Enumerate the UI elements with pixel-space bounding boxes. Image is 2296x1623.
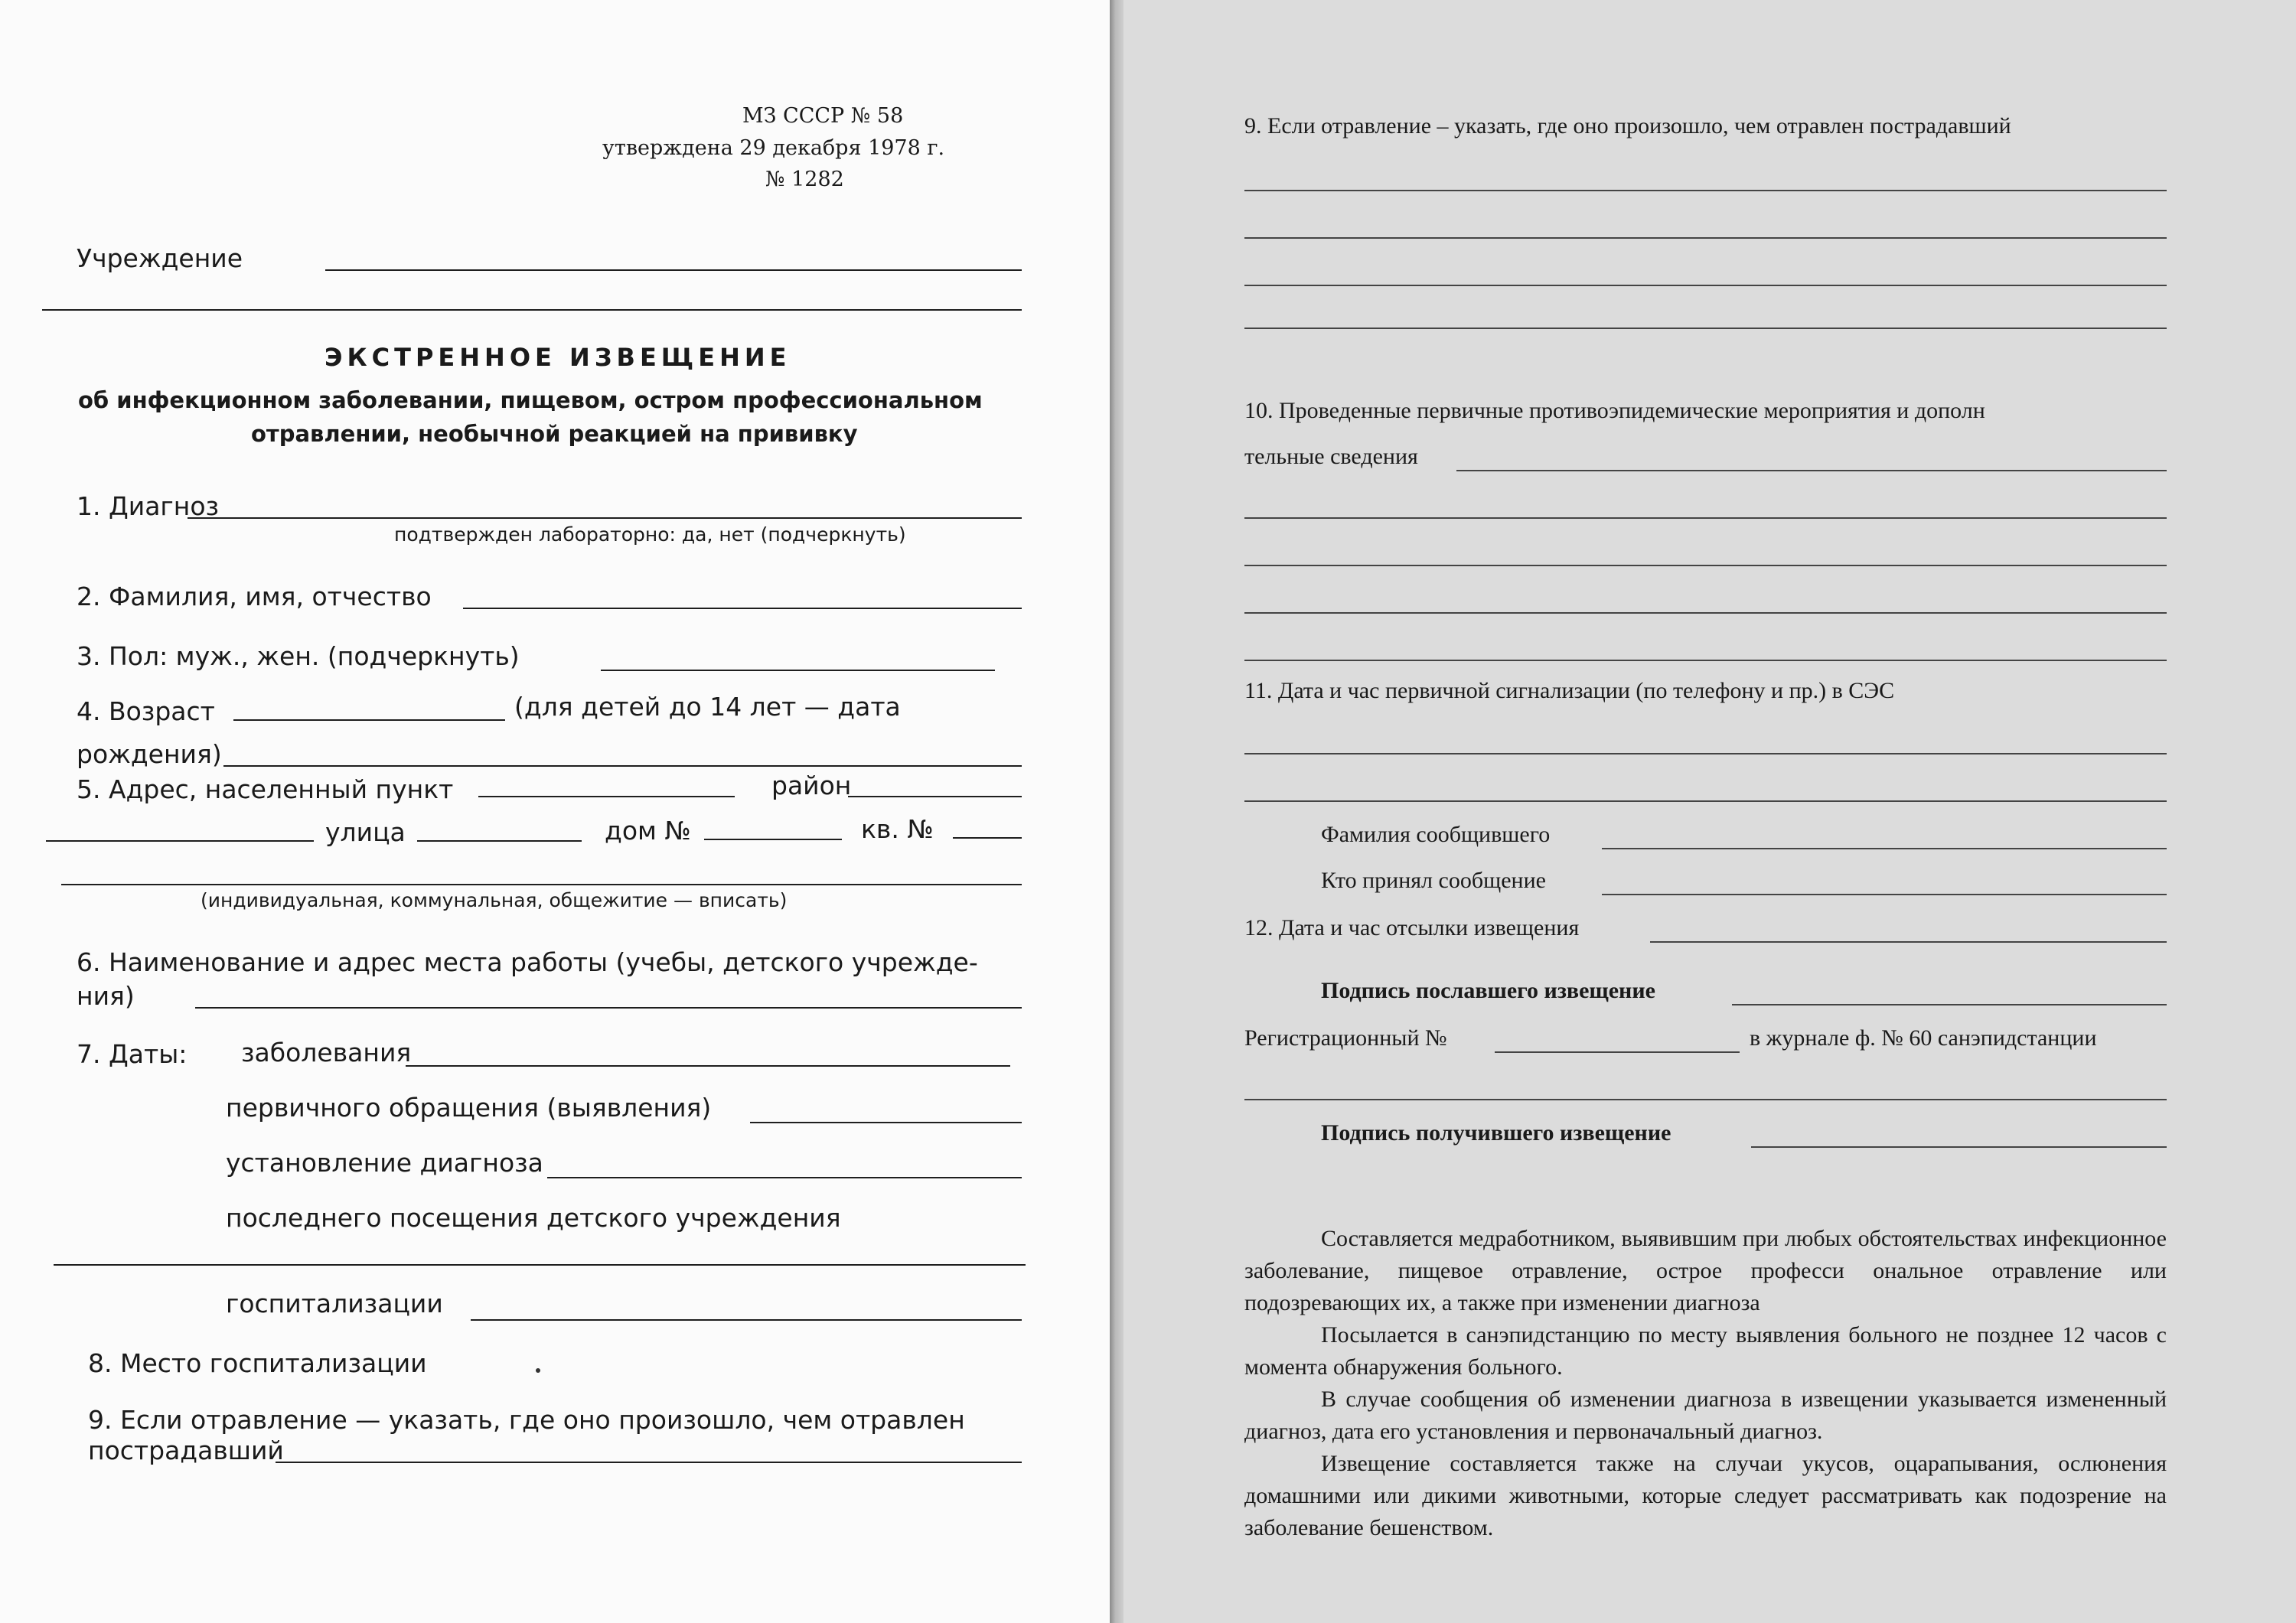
field-workplace-label: 6. Наименование и адрес места работы (учебы, детского учрежде- [77, 947, 978, 977]
field-apartment-line[interactable] [953, 837, 1022, 839]
back-page [1124, 0, 2296, 1623]
signal-date-label: 11. Дата и час первичной сигнализации (по телефону и пр.) в СЭС [1244, 678, 1895, 703]
field-hospitalization-date-label: госпитализации [226, 1289, 443, 1318]
field-first-visit-label: первичного обращения (выявления) [226, 1093, 712, 1123]
field-street-label: улица [325, 817, 406, 847]
right-poisoning-line-4[interactable] [1244, 328, 2167, 329]
field-district-label: район [771, 771, 852, 800]
dispatch-date-line[interactable] [1650, 941, 2167, 943]
sender-signature-line[interactable] [1732, 1004, 2167, 1005]
field-street-line[interactable] [417, 840, 582, 842]
field-house-line[interactable] [704, 839, 842, 840]
page-gutter [1110, 0, 1124, 1623]
right-poisoning-line-2[interactable] [1244, 237, 2167, 239]
field-full-name-line[interactable] [463, 608, 1022, 609]
note-paragraph-2: Посылается в санэпидстанцию по месту выявления больного не позднее 12 часов с момента обнаружения больного. [1244, 1322, 2167, 1380]
field-full-name-label: 2. Фамилия, имя, отчество [77, 582, 432, 611]
field-birthdate-label: рождения) [77, 739, 222, 769]
right-poisoning-line-3[interactable] [1244, 285, 2167, 286]
note-paragraph-3: В случае сообщения об изменении диагноза в извещении указывается измененный диагноз, дата его установления и первоначальный диагноз. [1244, 1387, 2167, 1444]
field-diagnosis-date-label: установление диагноза [226, 1148, 543, 1178]
note-paragraph-4: Извещение составляется также на случаи укусов, оцарапывания, ослюнения домашними или дикими животными, которые следует рассматривать как подозрение на заболевание бешенством. [1244, 1451, 2167, 1540]
housing-type-note: (индивидуальная, коммунальная, общежитие — вписать) [201, 889, 788, 911]
institution-label: Учреждение [77, 243, 243, 273]
field-first-visit-line[interactable] [750, 1122, 1022, 1123]
field-age-line[interactable] [233, 719, 505, 721]
measures-label-cont: тельные сведения [1244, 444, 1418, 469]
field-poisoning-label-cont: пострадавший [88, 1436, 284, 1465]
note-paragraph-1: Составляется медработником, выявившим при любых обстоятельствах инфекционное заболевание, пищевое отравление, острое професси ональное отравление или подозревающих их, а также при изменении диагноза [1244, 1226, 2167, 1315]
field-address-label: 5. Адрес, населенный пункт [77, 774, 454, 804]
signal-date-line-2[interactable] [1244, 800, 2167, 802]
registration-extra-line[interactable] [1244, 1099, 2167, 1100]
field-settlement-line[interactable] [478, 796, 735, 797]
field-illness-date-label: заболевания [241, 1038, 412, 1067]
registration-number-line[interactable] [1495, 1051, 1740, 1053]
field-last-visit-label: последнего посещения детского учреждения [226, 1203, 841, 1233]
ministry-code: МЗ СССР № 58 [742, 104, 904, 128]
registration-label: Регистрационный № [1244, 1025, 1447, 1051]
field-age-label: 4. Возраст [77, 696, 215, 726]
field-diagnosis-line[interactable] [188, 517, 1022, 519]
measures-line-2[interactable] [1244, 517, 2167, 519]
receiver-label: Кто принял сообщение [1321, 868, 1546, 893]
field-diagnosis-label: 1. Диагноз [77, 491, 220, 521]
field-house-label: дом № [605, 816, 691, 846]
diagnosis-lab-note: подтвержден лабораторно: да, нет (подчеркнуть) [394, 523, 906, 546]
field-last-visit-line[interactable] [54, 1264, 1026, 1266]
institution-line-2[interactable] [42, 309, 1022, 311]
signal-date-line-1[interactable] [1244, 753, 2167, 754]
measures-line-3[interactable] [1244, 565, 2167, 566]
sender-signature-label: Подпись пославшего извещение [1321, 978, 1655, 1003]
institution-line-1[interactable] [325, 269, 1022, 271]
measures-label: 10. Проведенные первичные противоэпидемические мероприятия и дополн [1244, 398, 1985, 423]
form-number: № 1282 [765, 168, 844, 191]
field-sex-label: 3. Пол: муж., жен. (подчеркнуть) [77, 641, 520, 671]
field-district-line[interactable] [848, 796, 1022, 797]
field-workplace-line[interactable] [195, 1007, 1022, 1009]
right-poisoning-line-1[interactable] [1244, 190, 2167, 191]
field-diagnosis-date-line[interactable] [547, 1177, 1022, 1178]
reporter-label: Фамилия сообщившего [1321, 822, 1551, 847]
field-workplace-label-cont: ния) [77, 981, 135, 1011]
field-age-note: (для детей до 14 лет — дата [514, 692, 901, 722]
field-poisoning-line[interactable] [276, 1462, 1022, 1463]
receiver-signature-label: Подпись получившего извещение [1321, 1120, 1671, 1146]
field-housing-line[interactable] [61, 884, 1022, 885]
field-dates-label: 7. Даты: [77, 1039, 188, 1069]
field-hospitalization-date-line[interactable] [471, 1319, 1022, 1321]
receiver-line[interactable] [1602, 894, 2167, 895]
right-poisoning-label: 9. Если отравление – указать, где оно произошло, чем отравлен пострадавший [1244, 113, 2011, 139]
dispatch-date-label: 12. Дата и час отсылки извещения [1244, 915, 1580, 940]
field-apartment-label: кв. № [861, 814, 934, 844]
form-subtitle-line-2: отравлении, необычной реакцией на прививку [251, 421, 858, 447]
field-illness-date-line[interactable] [406, 1065, 1010, 1067]
receiver-signature-line[interactable] [1751, 1146, 2167, 1148]
measures-line-5[interactable] [1244, 660, 2167, 661]
measures-line-4[interactable] [1244, 612, 2167, 614]
scan-speck [536, 1368, 540, 1373]
registration-journal-label: в журнале ф. № 60 санэпидстанции [1750, 1025, 2097, 1051]
form-subtitle-line-1: об инфекционном заболевании, пищевом, остром профессиональном [78, 387, 983, 413]
measures-line-1[interactable] [1456, 470, 2167, 471]
front-page [0, 0, 1112, 1623]
approval-date: утверждена 29 декабря 1978 г. [602, 136, 945, 160]
field-birthdate-line[interactable] [223, 765, 1022, 767]
field-sex-line[interactable] [601, 670, 995, 671]
field-poisoning-label: 9. Если отравление — указать, где оно произошло, чем отравлен [88, 1405, 965, 1435]
field-address-extra-line[interactable] [46, 840, 314, 842]
field-hospital-place-label: 8. Место госпитализации [88, 1348, 427, 1378]
reporter-line[interactable] [1602, 848, 2167, 849]
form-title: ЭКСТРЕННОЕ ИЗВЕЩЕНИЕ [325, 343, 791, 372]
